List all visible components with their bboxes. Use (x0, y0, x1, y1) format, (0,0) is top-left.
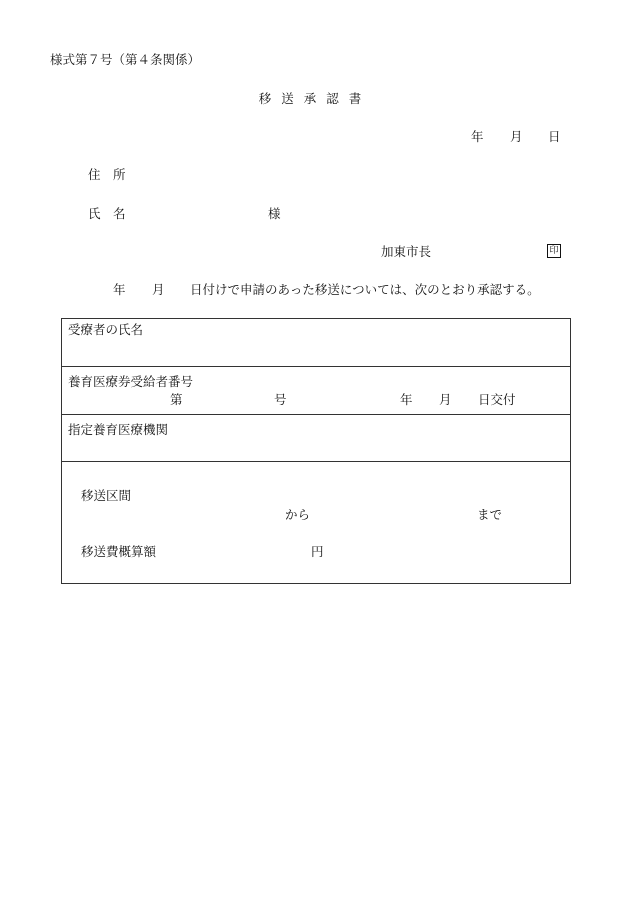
date-month-label: 月 (510, 129, 523, 144)
document-title: 移送承認書 (258, 91, 372, 106)
certificate-go-label: 号 (274, 392, 287, 407)
certificate-year-label: 年 (400, 392, 413, 407)
transport-from-label: から (285, 507, 311, 522)
date-year-label: 年 (471, 129, 484, 144)
body-month-label: 月 (152, 282, 165, 297)
name-label: 氏 名 (88, 206, 126, 221)
row-divider (62, 414, 570, 415)
transport-cost-unit: 円 (311, 544, 324, 559)
certificate-number-label: 養育医療券受給者番号 (68, 374, 194, 389)
body-year-label: 年 (113, 282, 126, 297)
row-divider (62, 366, 570, 367)
transport-to-label: まで (477, 507, 503, 522)
row-divider (62, 461, 570, 462)
patient-name-label: 受療者の氏名 (68, 322, 144, 337)
transport-section-label: 移送区間 (81, 488, 132, 503)
approval-statement: 日付けで申請のあった移送については、次のとおり承認する。 (190, 282, 540, 297)
certificate-month-label: 月 (439, 392, 452, 407)
form-number-label: 様式第７号（第４条関係） (50, 52, 201, 67)
certificate-issued-label: 日交付 (478, 392, 516, 407)
issuer-name: 加東市長 (381, 244, 432, 259)
seal-mark: 印 (547, 244, 561, 258)
institution-label: 指定養育医療機関 (68, 422, 169, 437)
transport-cost-label: 移送費概算額 (81, 544, 157, 559)
approval-details-table (61, 318, 571, 584)
certificate-dai-label: 第 (170, 392, 183, 407)
address-label: 住 所 (88, 167, 126, 182)
honorific-label: 様 (268, 206, 281, 221)
date-day-label: 日 (548, 129, 561, 144)
